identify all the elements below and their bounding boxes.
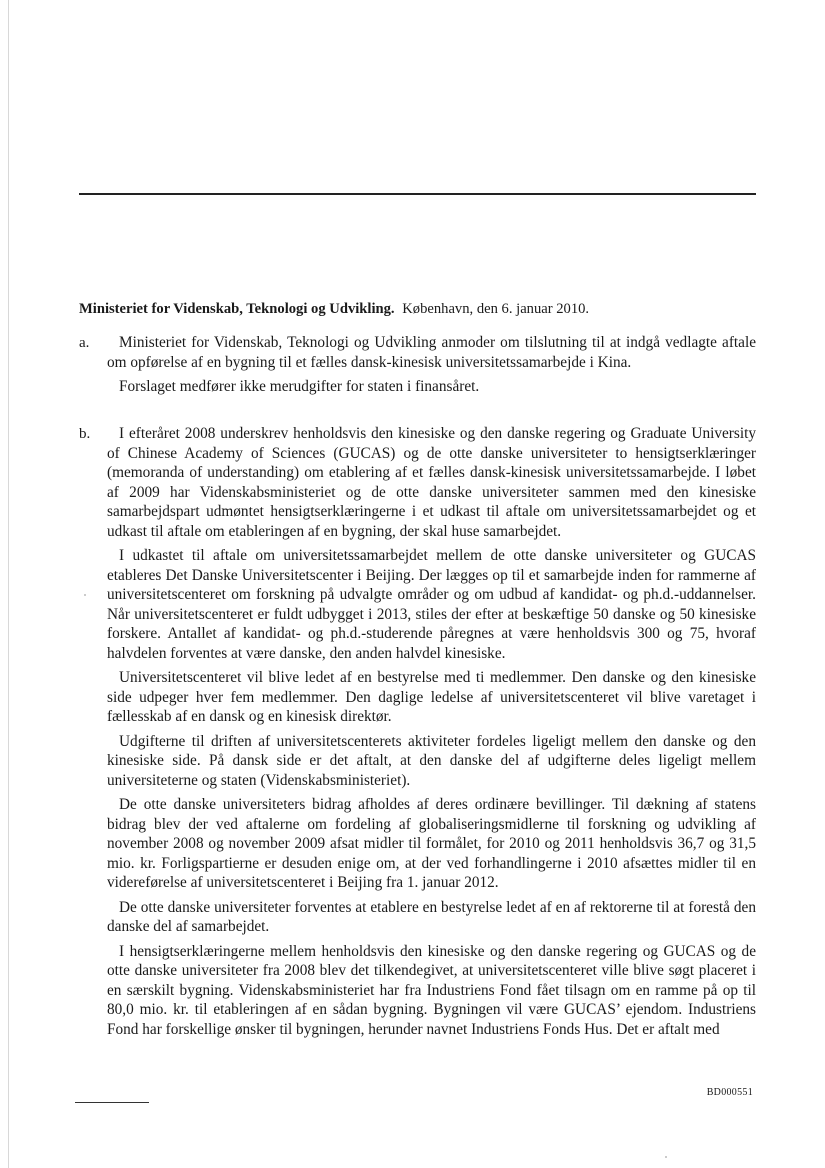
section-b-paragraph-6: De otte danske universiteter forventes at etablere en bestyrelse ledet af en af rektorerne til at forestå den danske del af samarbejdet. — [107, 898, 756, 935]
section-b-paragraph-4: Udgifterne til driften af universitetscenterets aktiviteter fordeles ligeligt mellem den danske og den kinesiske side. På dansk side er det aftalt, at den danske del af udgifterne deles ligeligt mellem universiteterne og staten (Videnskabsministeriet). — [107, 732, 756, 789]
place-date: København, den 6. januar 2010. — [402, 301, 590, 317]
section-b-marker: b. — [79, 426, 91, 442]
section-a-paragraph-2: Forslaget medfører ikke merudgifter for staten i finansåret. — [119, 378, 480, 395]
section-b-paragraph-1: I efteråret 2008 underskrev henholdsvis den kinesiske og den danske regering og Graduate University of Chinese Academy of Sciences (GUCAS) og de otte danske universiteter to hensigtserklæringer (memoranda of understanding) om etablering af et fælles dansk-kinesisk universitetssamarbejde. I løbet af 2009 har Videnskabsministeriet og de otte danske universiteter sammen med den kinesiske samarbejdspart udmøntet hensigtserklæringerne i et udkast til aftale om universitetssamarbejdet og et udkast til aftale om etableringen af en bygning, der skal huse samarbejdet. — [107, 425, 756, 540]
section-a — [107, 333, 756, 397]
section-b-paragraph-3: Universitetscenteret vil blive ledet af en bestyrelse med ti medlemmer. Den danske og den kinesiske side udpeger hver fem medlemmer. Den daglige ledelse af universitetscenteret vil blive varetaget i fællesskab af en dansk og en kinesisk direktør. — [107, 669, 756, 725]
section-b-paragraph-7: I hensigtserklæringerne mellem henholdsvis den kinesiske og den danske regering og GUCAS og de otte danske universiteter fra 2008 blev det tilkendegivet, at universitetscenteret ville blive søgt placeret i en særskilt bygning. Videnskabsministeriet har fra Industriens Fond fået tilsagn om en ramme på op til 80,0 mio. kr. til etableringen af en sådan bygning. Bygningen vil være GUCAS’ ejendom. Industriens Fond har forskellige ønsker til bygningen, herunder navnet Industriens Fonds Hus. Det er aftalt med — [107, 942, 756, 1038]
scan-speck — [665, 1156, 667, 1158]
top-rule — [79, 193, 756, 195]
section-b-paragraph-2: I udkastet til aftale om universitetssamarbejdet mellem de otte danske universiteter og GUCAS etableres Det Danske Universitetscenter i Beijing. Der lægges op til et samarbejde inden for rammerne af universitetscenteret om forskning på udvalgte områder og om udbud af kandidat- og ph.d.-uddannelser. Når universitetscenteret er fuldt udbygget i 2013, stiles der efter at beskæftige 50 danske og 50 kinesiske forskere. Antallet af kandidat- og ph.d.-studerende påregnes at være henholdsvis 300 og 75, hvoraf halvdelen forventes at være danske, den anden halvdel kinesiske. — [107, 547, 756, 662]
section-b-paragraph-5: De otte danske universiteters bidrag afholdes af deres ordinære bevillinger. Til dækning af statens bidrag blev der ved aftalerne om fordeling af globaliseringsmidlerne til forskning og udvikling af november 2008 og november 2009 afsat midler til formålet, for 2010 og 2011 henholdsvis 36,7 og 31,5 mio. kr. Forligspartierne er desuden enige om, at der ved forhandlingerne i 2010 afsættes midler til en videreførelse af universitetscenteret i Beijing fra 1. januar 2012. — [107, 796, 756, 891]
section-a-paragraph-1: Ministeriet for Videnskab, Teknologi og Udvikling anmoder om tilslutning til at indgå vedlagte aftale om opførelse af en bygning til et fælles dansk-kinesisk universitetssamarbejde i Kina. — [107, 334, 756, 371]
document-heading — [79, 299, 759, 319]
section-b — [107, 424, 756, 1039]
scan-speck — [84, 594, 86, 596]
footnote-rule — [75, 1102, 149, 1103]
section-a-marker: a. — [79, 335, 90, 351]
ministry-name: Ministeriet for Videnskab, Teknologi og Udvikling. — [79, 301, 395, 317]
document-reference: BD000551 — [706, 1087, 753, 1098]
scan-edge — [8, 0, 9, 1168]
